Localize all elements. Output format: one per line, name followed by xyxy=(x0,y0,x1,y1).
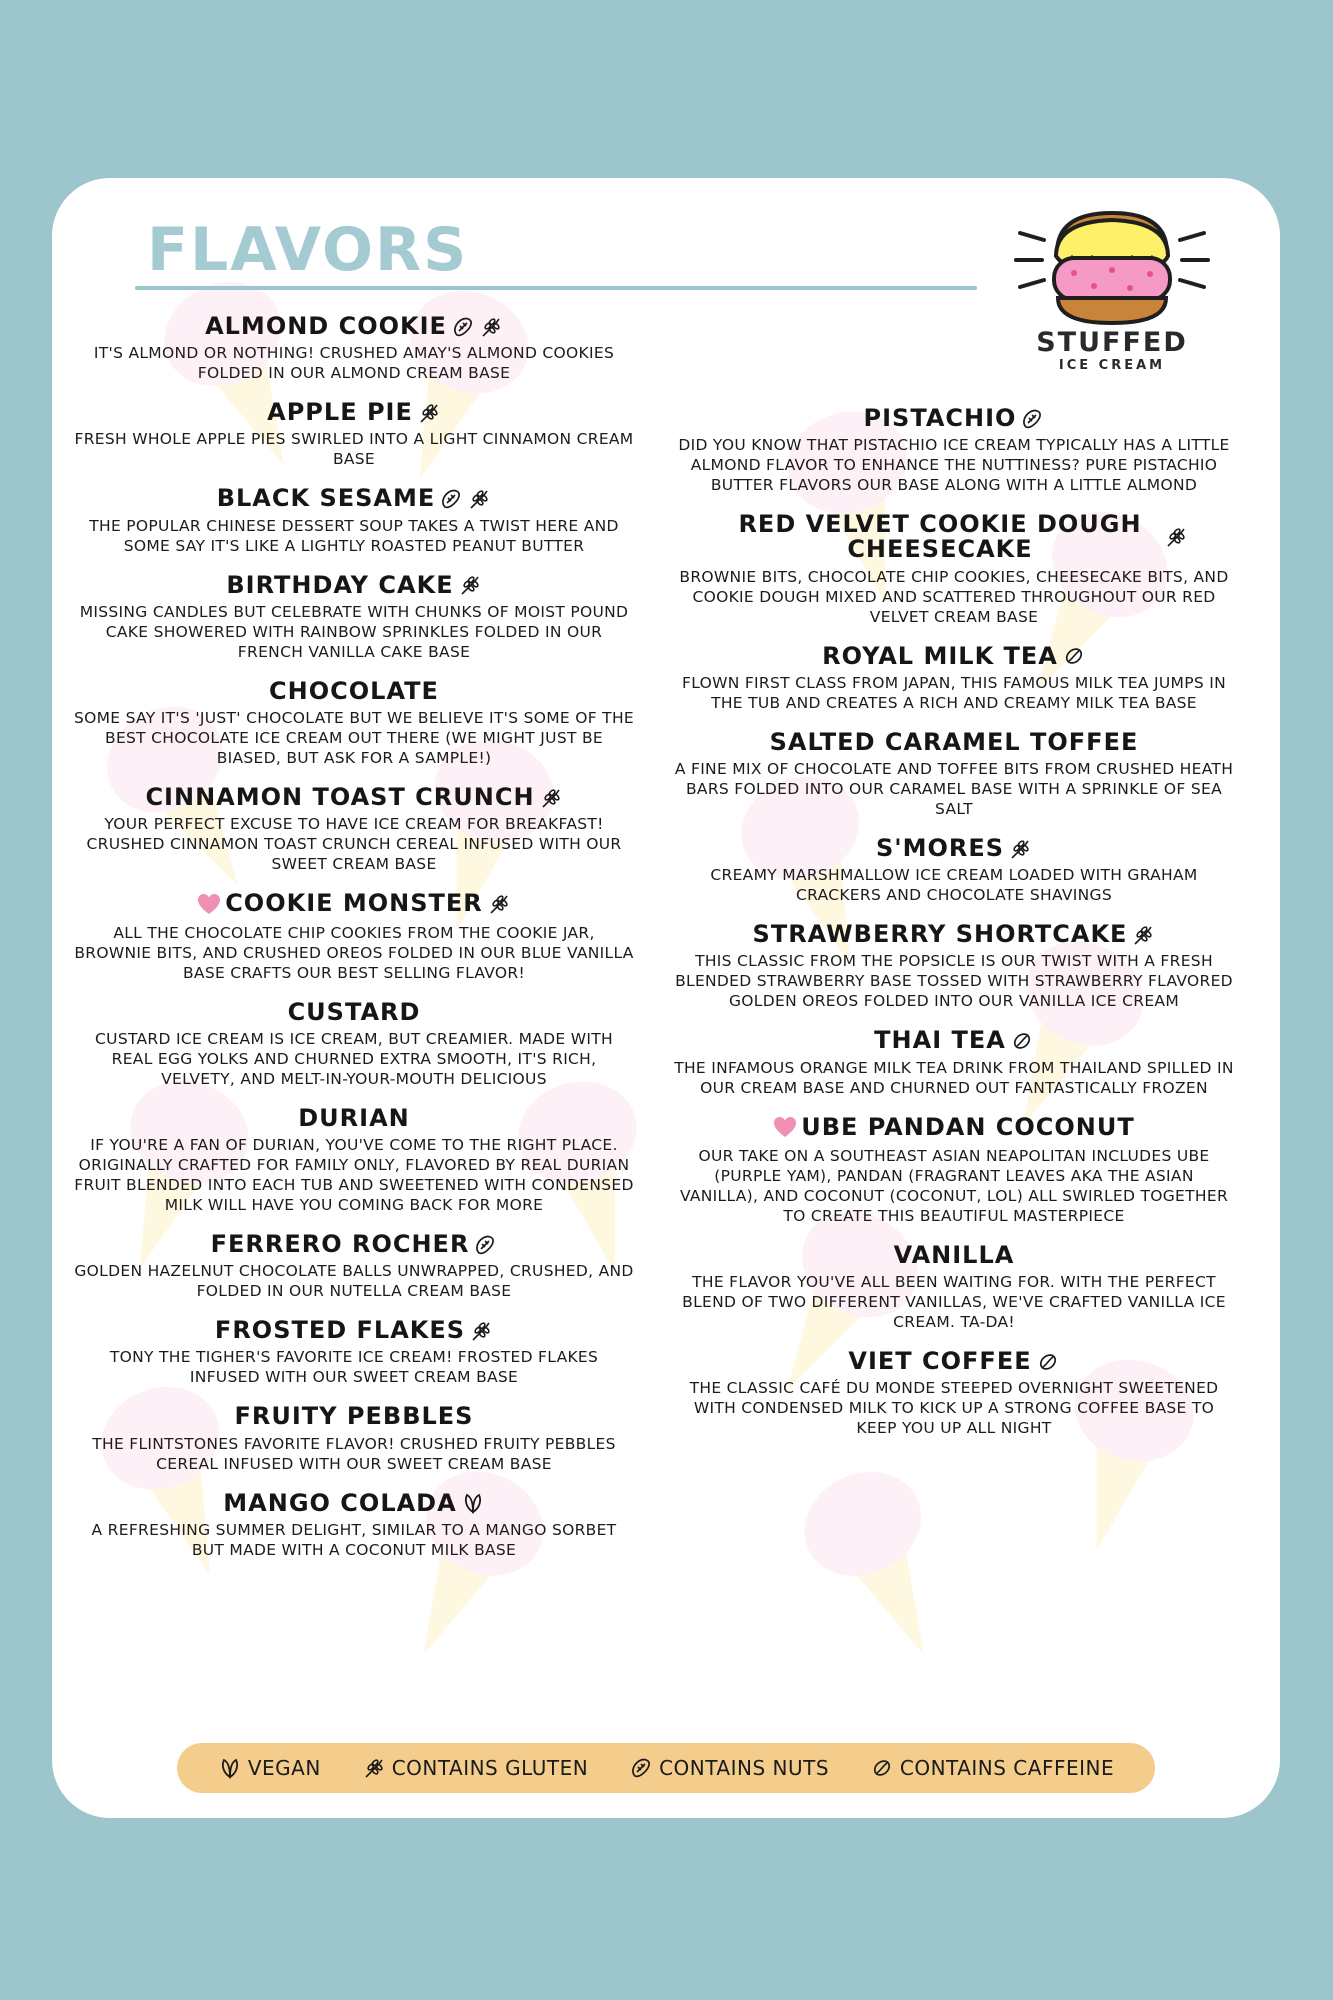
flavor-name-text: THAI TEA xyxy=(874,1026,1006,1055)
flavor-name xyxy=(226,570,481,599)
flavor-name-text: CHOCOLATE xyxy=(269,676,439,705)
gluten-icon xyxy=(487,892,511,916)
flavor-description: CREAMY MARSHMALLOW ICE CREAM LOADED WITH GRAHAM CRACKERS AND CHOCOLATE SHAVINGS xyxy=(710,866,1198,905)
left-flavor-column xyxy=(74,314,634,1577)
flavor-name xyxy=(145,782,562,811)
flavor-name xyxy=(298,1103,410,1132)
flavor-name-text: FERRERO ROCHER xyxy=(210,1230,470,1259)
flavor-description: YOUR PERFECT EXCUSE TO HAVE ICE CREAM FOR BREAKFAST! CRUSHED CINNAMON TOAST CRUNCH CEREAL INFUSED WITH OUR SWEET CREAM BASE xyxy=(86,815,622,874)
vegan-icon xyxy=(218,1756,242,1780)
title-underline xyxy=(135,286,977,290)
flavor-name xyxy=(197,891,511,916)
flavor-item xyxy=(74,1232,634,1301)
caffeine-icon xyxy=(870,1756,894,1780)
flavor-name xyxy=(773,1112,1135,1141)
flavor-name xyxy=(217,486,492,511)
flavor-name xyxy=(267,400,441,425)
nut-icon xyxy=(1020,407,1044,431)
right-flavor-column xyxy=(674,406,1234,1455)
flavor-description: THE CLASSIC CAFÉ DU MONDE STEEPED OVERNIGHT SWEETENED WITH CONDENSED MILK TO KICK UP A STRONG COFFEE BASE TO KEEP YOU UP ALL NIGHT xyxy=(689,1379,1219,1438)
flavor-name-text: ALMOND COOKIE xyxy=(205,312,447,340)
flavor-item xyxy=(74,1404,634,1473)
gluten-icon xyxy=(417,401,441,425)
flavor-name-text: BLACK SESAME xyxy=(216,484,436,513)
gluten-icon xyxy=(362,1756,386,1780)
flavor-name xyxy=(753,922,1156,947)
legend-item-gluten xyxy=(362,1756,589,1780)
flavor-description: OUR TAKE ON A SOUTHEAST ASIAN NEAPOLITAN INCLUDES UBE (PURPLE YAM), PANDAN (FRAGRANT LEAVES AKA THE ASIAN VANILLA), AND COCONUT (COCONUT, LOL) ALL SWIRLED TOGETHER TO CREATE THIS BEAUTIFUL MASTERPIECE xyxy=(679,1147,1229,1226)
flavor-name-text: SALTED CARAMEL TOFFEE xyxy=(769,727,1139,756)
flavor-name xyxy=(875,833,1032,862)
flavor-item xyxy=(674,727,1234,819)
allergen-legend xyxy=(177,1743,1155,1793)
flavor-description: THE FLAVOR YOU'VE ALL BEEN WAITING FOR. WITH THE PERFECT BLEND OF TWO DIFFERENT VANILLAS, WE'VE CRAFTED VANILLA ICE CREAM. TA-DA! xyxy=(682,1273,1226,1332)
flavor-description: THE INFAMOUS ORANGE MILK TEA DRINK FROM THAILAND SPILLED IN OUR CREAM BASE AND CHURNED OUT FANTASTICALLY FROZEN xyxy=(674,1058,1234,1097)
flavor-description: FLOWN FIRST CLASS FROM JAPAN, THIS FAMOUS MILK TEA JUMPS IN THE TUB AND CREATES A RICH AND CREAMY MILK TEA BASE xyxy=(681,673,1227,712)
legend-label: VEGAN xyxy=(247,1756,321,1780)
caffeine-icon xyxy=(1062,644,1086,668)
flavor-name xyxy=(205,314,503,339)
flavor-name xyxy=(235,1404,474,1429)
flavor-name xyxy=(269,676,439,705)
flavor-name-text: ROYAL MILK TEA xyxy=(822,641,1058,670)
brand-subtitle: ICE CREAM xyxy=(1058,357,1166,373)
flavor-name xyxy=(874,1028,1034,1053)
flavor-item xyxy=(674,833,1234,905)
flavor-item xyxy=(674,922,1234,1011)
gluten-icon xyxy=(1131,923,1155,947)
flavor-description: GOLDEN HAZELNUT CHOCOLATE BALLS UNWRAPPED, CRUSHED, AND FOLDED IN OUR NUTELLA CREAM BASE xyxy=(74,1262,634,1301)
flavor-item xyxy=(74,891,634,983)
flavor-name-text: FRUITY PEBBLES xyxy=(234,1402,474,1431)
caffeine-icon xyxy=(1036,1350,1060,1374)
flavor-name-text: CINNAMON TOAST CRUNCH xyxy=(145,782,535,811)
flavor-description: BROWNIE BITS, CHOCOLATE CHIP COOKIES, CHEESECAKE BITS, AND COOKIE DOUGH MIXED AND SCATTERED THROUGHOUT OUR RED VELVET CREAM BASE xyxy=(679,567,1229,626)
flavor-name xyxy=(211,1232,498,1257)
flavor-item xyxy=(674,1349,1234,1438)
flavor-item xyxy=(74,314,634,383)
legend-item-vegan xyxy=(218,1756,321,1780)
legend-label: CONTAINS GLUTEN xyxy=(391,1756,589,1780)
flavor-name-text: VIET COFFEE xyxy=(848,1347,1032,1376)
flavor-item xyxy=(74,1103,634,1215)
heart-icon xyxy=(773,1116,797,1138)
flavor-description: IT'S ALMOND OR NOTHING! CRUSHED AMAY'S ALMOND COOKIES FOLDED IN OUR ALMOND CREAM BASE xyxy=(93,344,615,383)
flavor-name xyxy=(864,406,1045,431)
flavor-name xyxy=(215,1318,493,1343)
flavor-item xyxy=(74,782,634,874)
flavor-item xyxy=(74,1488,634,1560)
flavor-description: SOME SAY IT'S 'JUST' CHOCOLATE BUT WE BELIEVE IT'S SOME OF THE BEST CHOCOLATE ICE CREAM OUT THERE (WE MIGHT JUST BE BIASED, BUT ASK FOR A SAMPLE!) xyxy=(74,708,635,767)
flavor-name xyxy=(720,512,1188,562)
gluten-icon xyxy=(1164,525,1188,549)
flavor-name-text: DURIAN xyxy=(298,1103,410,1132)
caffeine-icon xyxy=(1010,1029,1034,1053)
flavor-name-text: UBE PANDAN COCONUT xyxy=(801,1112,1135,1141)
flavor-name-text: CUSTARD xyxy=(287,997,421,1026)
flavor-description: THE POPULAR CHINESE DESSERT SOUP TAKES A TWIST HERE AND SOME SAY IT'S LIKE A LIGHTLY ROASTED PEANUT BUTTER xyxy=(89,516,619,555)
flavor-name-text: APPLE PIE xyxy=(267,398,413,427)
legend-label: CONTAINS CAFFEINE xyxy=(899,1756,1115,1780)
menu-card xyxy=(52,178,1280,1818)
heart-icon xyxy=(197,893,221,915)
gluten-icon xyxy=(1008,837,1032,861)
flavor-name-text: COOKIE MONSTER xyxy=(225,889,483,918)
flavor-item xyxy=(74,1318,634,1387)
flavor-item xyxy=(674,1028,1234,1097)
flavor-description: IF YOU'RE A FAN OF DURIAN, YOU'VE COME TO THE RIGHT PLACE. ORIGINALLY CRAFTED FOR FAMILY ONLY, FLAVORED BY REAL DURIAN FRUIT BLENDED INTO EACH TUB AND SWEETENED WITH CONDENSED MILK WILL HAVE YOU COMING BACK FOR MORE xyxy=(74,1136,634,1215)
flavor-name-text: STRAWBERRY SHORTCAKE xyxy=(752,920,1128,949)
flavor-description: ALL THE CHOCOLATE CHIP COOKIES FROM THE COOKIE JAR, BROWNIE BITS, AND CRUSHED OREOS FOLDED IN OUR BLUE VANILLA BASE CRAFTS OUR BEST SELLING FLAVOR! xyxy=(74,923,634,982)
nut-icon xyxy=(451,315,475,339)
flavor-name-text: RED VELVET COOKIE DOUGH CHEESECAKE xyxy=(738,510,1142,564)
flavor-item xyxy=(74,486,634,555)
nut-icon xyxy=(473,1233,497,1257)
flavor-name-text: PISTACHIO xyxy=(863,404,1017,432)
page-title: FLAVORS xyxy=(147,215,469,285)
flavor-item xyxy=(674,641,1234,713)
flavor-name xyxy=(223,1488,484,1517)
nut-icon xyxy=(629,1756,653,1780)
legend-item-nut xyxy=(629,1756,829,1780)
flavor-item xyxy=(674,1243,1234,1332)
flavor-item xyxy=(74,570,634,662)
brand-name: STUFFED xyxy=(1036,327,1188,358)
vegan-icon xyxy=(461,1491,485,1515)
flavor-description: THIS CLASSIC FROM THE POPSICLE IS OUR TWIST WITH A FRESH BLENDED STRAWBERRY BASE TOSSED WITH STRAWBERRY FLAVORED GOLDEN OREOS FOLDED INTO OUR VANILLA ICE CREAM xyxy=(675,952,1233,1011)
gluten-icon xyxy=(479,315,503,339)
gluten-icon xyxy=(458,573,482,597)
flavor-description: A FINE MIX OF CHOCOLATE AND TOFFEE BITS FROM CRUSHED HEATH BARS FOLDED INTO OUR CARAMEL BASE WITH A SPRINKLE OF SEA SALT xyxy=(674,759,1234,818)
flavor-name xyxy=(894,1243,1015,1268)
flavor-item xyxy=(674,406,1234,495)
flavor-description: CUSTARD ICE CREAM IS ICE CREAM, BUT CREAMIER. MADE WITH REAL EGG YOLKS AND CHURNED EXTRA SMOOTH, IT'S RICH, VELVETY, AND MELT-IN-YOUR-MOUTH DELICIOUS xyxy=(95,1029,613,1088)
flavor-description: A REFRESHING SUMMER DELIGHT, SIMILAR TO A MANGO SORBET BUT MADE WITH A COCONUT MILK BASE xyxy=(91,1520,617,1559)
gluten-icon xyxy=(467,487,491,511)
legend-label: CONTAINS NUTS xyxy=(659,1756,830,1780)
flavor-item xyxy=(674,512,1234,626)
legend-item-caffeine xyxy=(870,1756,1114,1780)
flavor-item xyxy=(74,400,634,469)
nut-icon xyxy=(439,487,463,511)
flavor-description: FRESH WHOLE APPLE PIES SWIRLED INTO A LIGHT CINNAMON CREAM BASE xyxy=(74,430,634,469)
flavor-name-text: S'MORES xyxy=(875,833,1005,862)
flavor-item xyxy=(74,997,634,1089)
flavor-description: MISSING CANDLES BUT CELEBRATE WITH CHUNKS OF MOIST POUND CAKE SHOWERED WITH RAINBOW SPRINKLES FOLDED IN OUR FRENCH VANILLA CAKE BASE xyxy=(79,602,629,661)
flavor-name-text: VANILLA xyxy=(893,1241,1015,1270)
flavor-description: THE FLINTSTONES FAVORITE FLAVOR! CRUSHED FRUITY PEBBLES CEREAL INFUSED WITH OUR SWEET CREAM BASE xyxy=(92,1434,616,1473)
flavor-name xyxy=(848,1349,1059,1374)
flavor-name xyxy=(769,727,1139,756)
gluten-icon xyxy=(469,1319,493,1343)
flavor-item xyxy=(674,1112,1234,1227)
brand-wordmark xyxy=(1012,328,1212,373)
flavor-name xyxy=(822,641,1086,670)
flavor-description: TONY THE TIGHER'S FAVORITE ICE CREAM! FROSTED FLAKES INFUSED WITH OUR SWEET CREAM BASE xyxy=(109,1348,599,1387)
flavor-item xyxy=(74,676,635,768)
flavor-name xyxy=(287,997,421,1026)
flavor-name-text: FROSTED FLAKES xyxy=(214,1316,466,1345)
gluten-icon xyxy=(539,786,563,810)
flavor-name-text: MANGO COLADA xyxy=(223,1488,457,1517)
flavor-name-text: BIRTHDAY CAKE xyxy=(226,570,454,599)
flavor-description: DID YOU KNOW THAT PISTACHIO ICE CREAM TYPICALLY HAS A LITTLE ALMOND FLAVOR TO ENHANCE THE NUTTINESS? PURE PISTACHIO BUTTER FLAVORS OUR BASE ALONG WITH A LITTLE ALMOND xyxy=(678,436,1230,495)
